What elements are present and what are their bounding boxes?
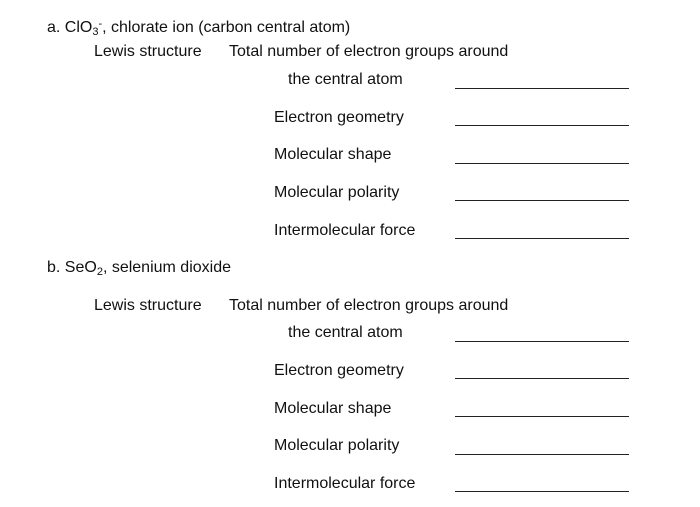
part-a-molecular-polarity-label: Molecular polarity [274, 184, 400, 201]
part-a-heading-suffix: , chlorate ion (carbon central atom) [102, 19, 351, 36]
part-a-lewis-structure-label: Lewis structure [94, 43, 202, 60]
part-a-heading-prefix: a. ClO [47, 19, 93, 36]
part-b-electron-groups-answer-blank[interactable] [455, 341, 629, 342]
part-a-electron-groups-label-line2: the central atom [288, 71, 403, 88]
part-a-heading-subscript: 3 [92, 26, 99, 38]
part-b-molecular-shape-label: Molecular shape [274, 400, 392, 417]
part-a-molecular-shape-answer-blank[interactable] [455, 163, 629, 164]
part-b-intermolecular-force-label: Intermolecular force [274, 475, 416, 492]
part-a-heading [47, 14, 350, 42]
part-a-electron-groups-label-line1: Total number of electron groups around [229, 43, 509, 60]
part-b-electron-groups-label-line2: the central atom [288, 324, 403, 341]
part-b-electron-groups-label-line1: Total number of electron groups around [229, 297, 509, 314]
part-b-electron-geometry-label: Electron geometry [274, 362, 404, 379]
part-a-molecular-shape-label: Molecular shape [274, 146, 392, 163]
part-a-heading-superscript: - [98, 18, 103, 30]
part-b-lewis-structure-label: Lewis structure [94, 297, 202, 314]
part-a-molecular-polarity-answer-blank[interactable] [455, 200, 629, 201]
part-b-heading-subscript: 2 [96, 266, 103, 278]
part-b-molecular-polarity-answer-blank[interactable] [455, 454, 629, 455]
part-b-heading-prefix: b. SeO [47, 259, 97, 276]
part-b-heading [47, 258, 231, 282]
part-b-molecular-polarity-label: Molecular polarity [274, 437, 400, 454]
part-a-intermolecular-force-label: Intermolecular force [274, 222, 416, 239]
part-a-electron-groups-answer-blank[interactable] [455, 88, 629, 89]
part-a-intermolecular-force-answer-blank[interactable] [455, 238, 629, 239]
part-a-electron-geometry-answer-blank[interactable] [455, 125, 629, 126]
part-b-heading-suffix: , selenium dioxide [102, 259, 232, 276]
part-b-molecular-shape-answer-blank[interactable] [455, 416, 629, 417]
part-a-electron-geometry-label: Electron geometry [274, 109, 404, 126]
part-b-intermolecular-force-answer-blank[interactable] [455, 491, 629, 492]
part-b-electron-geometry-answer-blank[interactable] [455, 378, 629, 379]
